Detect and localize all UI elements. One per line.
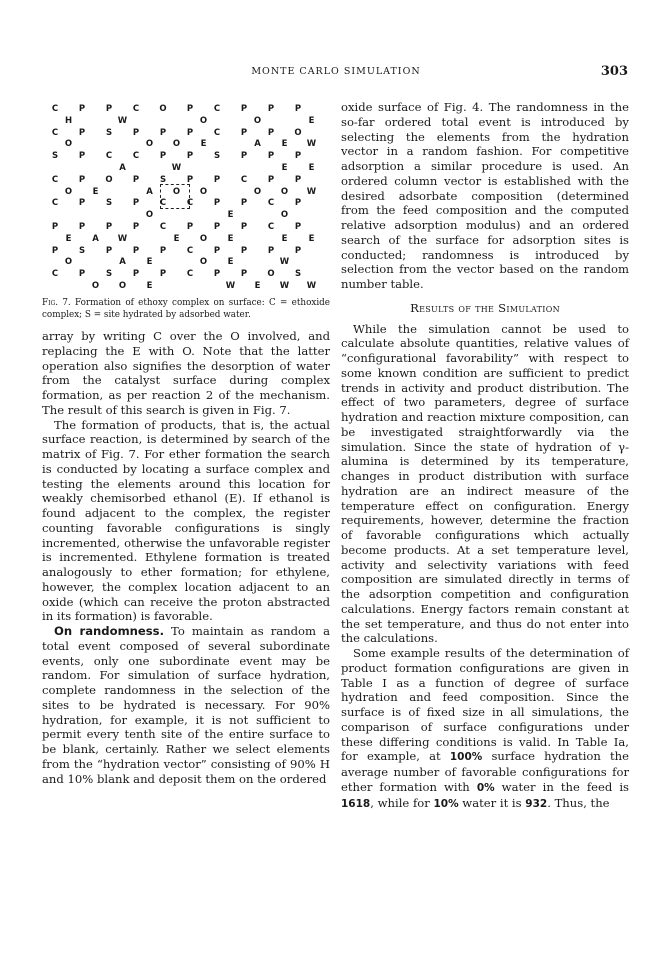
matrix-cell: P [267, 151, 275, 162]
matrix-cell: P [132, 174, 140, 185]
matrix-cell: C [105, 151, 113, 162]
run-in-heading: On randomness. [54, 624, 164, 638]
matrix-cell: E [173, 233, 180, 244]
matrix-cell: P [186, 127, 194, 138]
matrix-cell: C [51, 174, 59, 185]
matrix-cell: O [199, 186, 208, 197]
matrix-cell: C [186, 245, 194, 256]
matrix-cell: C [51, 127, 59, 138]
right-paragraph-1: oxide surface of Fig. 4. The randomness in the so-far ordered total event is introduced by selecting the elements from the hydration vector in a random fashion. For competitive adsorption a similar procedure is used. An ordered column vector is established with the desired adsorbate composition (determined from the feed composition and the computed relative adsorption modulus) and an ordered search of the surface for adsorption sites is conducted; randomness is introduced by selection from the vector based on the random number table. [341, 100, 629, 291]
matrix-cell: P [105, 222, 113, 232]
figure-caption-label: Fig. 7. [42, 298, 71, 308]
matrix-cell: E [254, 281, 261, 291]
matrix-cell: C [186, 269, 194, 280]
matrix-cell: P [294, 198, 302, 209]
matrix-cell: P [213, 222, 221, 232]
matrix-cell: P [240, 269, 248, 280]
matrix-cell: P [78, 174, 86, 185]
matrix-cell: P [159, 269, 167, 280]
matrix-cell: O [280, 210, 289, 221]
matrix-cell: P [267, 127, 275, 138]
matrix-cell: O [267, 269, 275, 280]
matrix-cell: O [159, 104, 167, 114]
matrix-cell: O [253, 115, 262, 126]
matrix-cell: P [240, 245, 248, 256]
matrix-cell: C [267, 222, 275, 232]
left-paragraph-3-text: To maintain as random a total event composed of several subordinate events, only one subordinate event may be random. For simulation of surface hydration, complete randomness in the selection of the sites to be hydrated is necessary. For 90% hydration, for example, it is not sufficient to permit every tenth site of the entire surface to be blank, certainly. Rather we select elements from the “hydration vector” consisting of 90% H and 10% blank and deposit them on the ordered [42, 624, 330, 786]
matrix-cell: P [51, 245, 59, 256]
matrix-cell: E [281, 139, 288, 150]
matrix-cell: P [132, 245, 140, 256]
left-paragraph-3 [42, 624, 330, 786]
matrix-cell: O [172, 186, 181, 197]
page-header [0, 66, 672, 86]
matrix-cell: P [159, 151, 167, 162]
matrix-cell: P [78, 104, 86, 114]
matrix-cell: P [159, 127, 167, 138]
matrix-cell: P [294, 245, 302, 256]
matrix-cell: O [253, 186, 262, 197]
matrix-cell: O [280, 186, 289, 197]
matrix-cell: P [78, 198, 86, 209]
matrix-cell: C [51, 269, 59, 280]
matrix-cell: S [105, 269, 113, 280]
matrix-cell: W [279, 281, 290, 291]
matrix-cell: S [78, 245, 86, 256]
matrix-cell: E [308, 163, 315, 173]
matrix-cell: P [294, 104, 302, 114]
matrix-cell: P [132, 222, 140, 232]
matrix-cell: O [145, 139, 154, 150]
right-paragraph-2: While the simulation cannot be used to calculate absolute quantities, relative values of “configurational favorability” with respect to some known condition are sufficient to predict trends in activity and product distribution. The effect of two parameters, degree of surface hydration and reaction mixture composition, can be investigated straightforwardly via the simulation. Since the state of hydration of γ-alumina is determined by its temperature, changes in product distribution with surface hydration are an indirect measure of the temperature effect on configuration. Energy requirements, however, determine the fraction of favorable configurations which actually become products. At a set temperature level, activity and selectivity variations with feed composition are simulated directly in terms of the adsorption competition and configuration calculations. Energy factors remain constant at the set temperature, and thus do not enter into the calculations. [341, 321, 629, 646]
matrix-cell: P [51, 222, 59, 232]
matrix-cell: O [199, 257, 208, 268]
matrix-cell: S [159, 174, 167, 185]
matrix-cell: O [145, 210, 154, 221]
matrix-cell: E [92, 186, 99, 197]
matrix-cell: O [64, 186, 73, 197]
matrix-cell: E [281, 233, 288, 244]
matrix-cell: A [119, 257, 126, 268]
matrix-cell: C [132, 151, 140, 162]
matrix-cell: P [213, 245, 221, 256]
matrix-cell: P [240, 151, 248, 162]
figure-caption-text: Formation of ethoxy complex on surface: C = ethoxide complex; S = site hydrated by adsorbed water. [42, 298, 330, 320]
matrix-cell: O [199, 233, 208, 244]
matrix-cell: C [159, 222, 167, 232]
matrix-cell: P [105, 104, 113, 114]
matrix-cell: P [213, 174, 221, 185]
matrix-cell: P [78, 127, 86, 138]
matrix-cell: O [294, 127, 302, 138]
matrix-cell: C [51, 198, 59, 209]
matrix-cell: P [78, 151, 86, 162]
matrix-cell: C [267, 198, 275, 209]
matrix-cell: O [105, 174, 113, 185]
matrix-cell: C [186, 198, 194, 209]
matrix-cell: W [117, 233, 128, 244]
matrix-cell: O [199, 115, 208, 126]
page-number: 303 [600, 64, 628, 79]
matrix-cell: O [64, 257, 73, 268]
matrix-cell: P [267, 245, 275, 256]
matrix-cell: S [213, 151, 221, 162]
matrix-cell: P [267, 174, 275, 185]
matrix-cell: P [294, 151, 302, 162]
matrix-cell: P [267, 104, 275, 114]
matrix-cell: P [294, 222, 302, 232]
matrix-cell: P [186, 104, 194, 114]
matrix-cell: E [146, 281, 153, 291]
matrix-cell: E [227, 233, 234, 244]
matrix-cell: C [213, 127, 221, 138]
matrix-cell: E [308, 233, 315, 244]
left-column [42, 100, 330, 786]
matrix-cell: O [118, 281, 127, 291]
matrix-cell: E [200, 139, 207, 150]
matrix-cell: P [186, 174, 194, 185]
matrix-cell: O [172, 139, 181, 150]
running-title: MONTE CARLO SIMULATION [251, 66, 421, 77]
right-column [341, 100, 629, 811]
matrix-cell: A [119, 163, 126, 173]
matrix-cell: W [279, 257, 290, 268]
matrix-cell: P [186, 222, 194, 232]
matrix-cell: A [92, 233, 99, 244]
matrix-cell: P [213, 198, 221, 209]
matrix-cell: W [306, 186, 317, 197]
matrix-cell: E [227, 257, 234, 268]
matrix-cell: W [171, 163, 182, 173]
matrix-cell: P [213, 269, 221, 280]
matrix-cell: O [64, 139, 73, 150]
matrix-cell: W [306, 139, 317, 150]
matrix-cell: P [132, 127, 140, 138]
matrix-cell: P [78, 269, 86, 280]
matrix-cell: C [51, 104, 59, 114]
surface-matrix-figure [42, 100, 330, 296]
matrix-cell: W [225, 281, 236, 291]
matrix-cell: A [146, 186, 153, 197]
left-paragraph-2: The formation of products, that is, the actual surface reaction, is determined by search of the matrix of Fig. 7. For ether formation the search is conducted by locating a surface complex and testing the elements around this location for weakly chemisorbed ethanol (E). If ethanol is found adjacent to the complex, the register counting favorable configurations is singly incremented, otherwise the unfavorable register is incremented. Ethylene formation is treated analogously to ether formation; for ethylene, however, the complex location adjacent to an oxide (which can receive the proton abstracted in its formation) is favorable. [42, 417, 330, 624]
matrix-cell: C [240, 174, 248, 185]
figure-caption [42, 298, 330, 321]
matrix-cell: S [51, 151, 59, 162]
matrix-cell: E [65, 233, 72, 244]
matrix-cell: P [78, 222, 86, 232]
matrix-cell: S [105, 198, 113, 209]
matrix-cell: E [281, 163, 288, 173]
matrix-cell: S [105, 127, 113, 138]
right-paragraph-3: Some example results of the determination of product formation configurations are given in Table I as a function of degree of surface hydration and feed composition. Since the surface is of fixed size in all simulations, the comparison of surface configurations under these differing conditions is valid. In Table Ia, for example, at 100% surface hydration the average number of favorable configurations for ether formation with 0% water in the feed is 1618, while for 10% water it is 932. Thus, the [341, 646, 630, 810]
matrix-cell: C [159, 198, 167, 209]
matrix-cell: W [117, 115, 128, 126]
matrix-cell: P [294, 174, 302, 185]
matrix-cell: P [186, 151, 194, 162]
matrix-cell: E [308, 115, 315, 126]
matrix-cell: P [132, 269, 140, 280]
matrix-cell: H [64, 115, 73, 126]
matrix-cell: S [294, 269, 302, 280]
left-paragraph-1: array by writing C over the O involved, and replacing the E with O. Note that the latter operation also signifies the desorption of water from the catalyst surface during complex formation, as per reaction 2 of the mechanism. The result of this search is given in Fig. 7. [42, 329, 330, 417]
matrix-cell: P [240, 127, 248, 138]
matrix-cell: E [146, 257, 153, 268]
matrix-cell: P [240, 104, 248, 114]
matrix-cell: E [227, 210, 234, 221]
matrix-cell: W [306, 281, 317, 291]
matrix-cell: P [159, 245, 167, 256]
matrix-cell: P [240, 222, 248, 232]
matrix-cell: C [213, 104, 221, 114]
matrix-cell: P [105, 245, 113, 256]
matrix-cell: C [132, 104, 140, 114]
section-heading: Results of the Simulation [410, 300, 560, 315]
matrix-cell: P [240, 198, 248, 209]
matrix-cell: P [132, 198, 140, 209]
matrix-cell: O [91, 281, 100, 291]
matrix-cell: A [254, 139, 261, 150]
